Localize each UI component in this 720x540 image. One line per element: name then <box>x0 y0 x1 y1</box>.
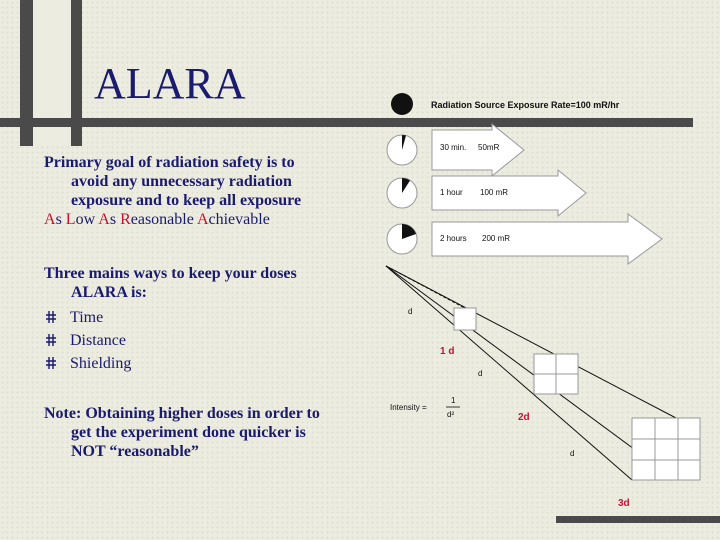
distance-d-label-3: d <box>570 449 575 458</box>
three-ways-line-2: ALARA is: <box>71 284 148 301</box>
slide-title: ALARA <box>94 59 246 108</box>
list-item <box>44 329 131 352</box>
distance-d-label-2: d <box>478 369 483 378</box>
radiation-source-icon <box>391 93 413 115</box>
distance-2d-label: 2d <box>518 412 530 423</box>
time-row-2 <box>387 170 586 216</box>
hash-bullet-icon <box>46 311 56 323</box>
alara-initial-2: L <box>65 211 76 228</box>
time-label-1hour: 1 hour <box>440 188 463 197</box>
dose-label-200mR: 200 mR <box>482 234 511 243</box>
distance-3d-label: 3d <box>618 498 630 509</box>
primary-goal-line-3: exposure and to keep all exposure <box>71 192 302 209</box>
note-line-1: Note: Obtaining higher doses in order to <box>44 405 320 422</box>
distance-1d-label: 1 d <box>440 346 455 357</box>
frame-bottom-bar <box>556 516 720 523</box>
dose-label-50mR: 50mR <box>478 143 500 152</box>
dose-label-100mR: 100 mR <box>480 188 509 197</box>
time-row-1 <box>387 124 524 176</box>
alara-rest-1: s <box>55 211 62 228</box>
bullet-text-shielding: Shielding <box>70 355 132 372</box>
hash-bullet-icon <box>46 357 56 369</box>
alara-initial-1: A <box>44 211 56 228</box>
primary-goal-line-1: Primary goal of radiation safety is to <box>44 154 295 171</box>
list-item <box>44 352 131 375</box>
alara-rest-5: chievable <box>208 211 270 228</box>
time-label-30min: 30 min. <box>440 143 467 152</box>
alara-diagram <box>380 88 710 516</box>
time-label-2hours: 2 hours <box>440 234 467 243</box>
alara-initial-4: R <box>120 211 131 228</box>
distance-d-label-1: d <box>408 307 413 316</box>
alara-initial-5: A <box>196 211 209 228</box>
primary-goal-paragraph <box>44 153 301 229</box>
alara-expansion <box>44 210 301 229</box>
note-line-3: NOT “reasonable” <box>71 443 199 460</box>
intensity-label: Intensity = <box>390 403 427 412</box>
alara-rest-4: easonable <box>130 211 194 228</box>
alara-initial-3: A <box>98 211 110 228</box>
inverse-square-diagram <box>386 266 700 509</box>
alara-rest-3: s <box>109 211 117 228</box>
intensity-formula <box>390 396 460 419</box>
primary-goal-line-2: avoid any unnecessary radiation <box>71 173 292 190</box>
note-paragraph <box>44 404 320 461</box>
alara-rest-2: ow <box>75 211 96 228</box>
list-item <box>44 306 131 329</box>
three-ways-line-1: Three mains ways to keep your doses <box>44 265 297 282</box>
note-line-2: get the experiment done quicker is <box>71 424 306 441</box>
area-square-1d <box>454 308 476 330</box>
methods-list <box>44 306 131 375</box>
bullet-text-distance: Distance <box>70 332 126 349</box>
three-ways-paragraph <box>44 264 297 302</box>
formula-numerator: 1 <box>451 396 456 405</box>
hash-bullet-icon <box>46 334 56 346</box>
area-grid-3d <box>632 418 700 480</box>
source-exposure-label: Radiation Source Exposure Rate=100 mR/hr <box>431 100 620 110</box>
time-row-3 <box>387 214 662 264</box>
bullet-text-time: Time <box>70 309 104 326</box>
area-grid-2d <box>534 354 578 394</box>
formula-denominator: d² <box>447 410 455 419</box>
